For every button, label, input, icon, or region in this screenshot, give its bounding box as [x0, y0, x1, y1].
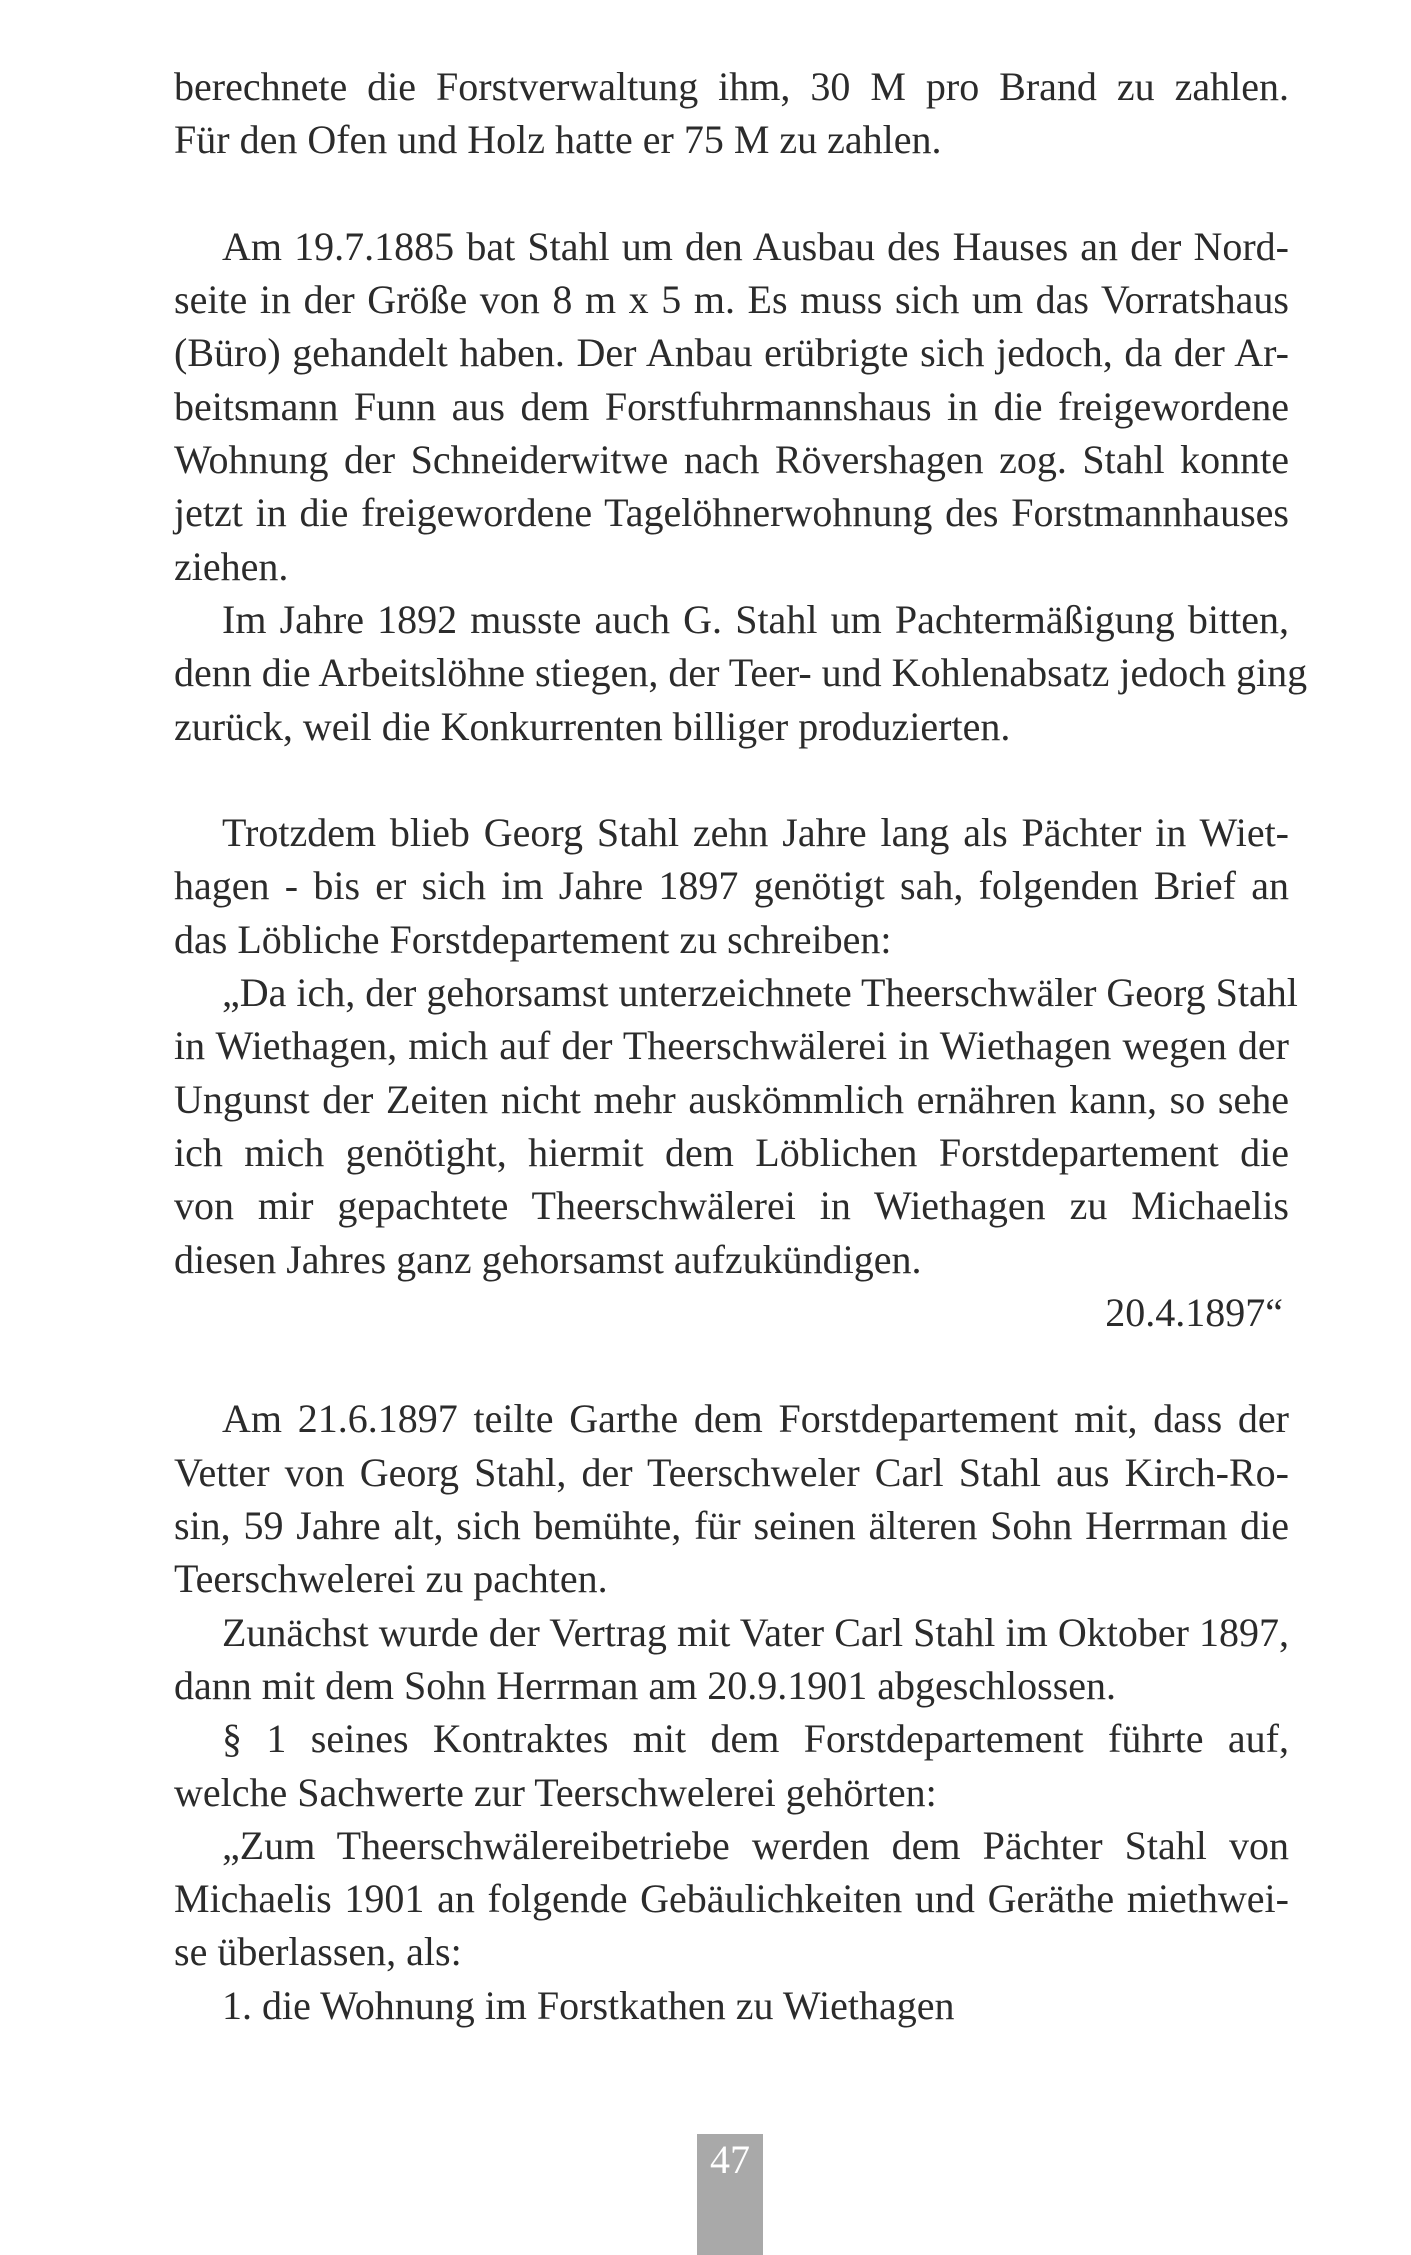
text-line: hagen - bis er sich im Jahre 1897 genötigt sah, folgenden Brief an — [174, 863, 1289, 909]
text-line: Trotzdem blieb Georg Stahl zehn Jahre lang als Pächter in Wiet- — [222, 810, 1289, 856]
text-line: Teerschwelerei zu pachten. — [174, 1556, 608, 1602]
list-item — [174, 1979, 1289, 2032]
text-line: diesen Jahres ganz gehorsamst aufzukündigen. — [174, 1236, 922, 1282]
paragraph — [174, 60, 1289, 167]
text-line: § 1 seines Kontraktes mit dem Forstdepartement führte auf, — [222, 1716, 1289, 1762]
text-line: Wohnung der Schneiderwitwe nach Rövershagen zog. Stahl konnte — [174, 437, 1289, 483]
text-line: denn die Arbeitslöhne stiegen, der Teer- und Kohlenabsatz jedoch ging — [174, 650, 1308, 696]
page-number: 47 — [697, 2134, 763, 2255]
text-line: 1. die Wohnung im Forstkathen zu Wiethagen — [222, 1982, 955, 2028]
text-line: das Löbliche Forstdepartement zu schreiben: — [174, 916, 892, 962]
text-line: „Zum Theerschwälereibetriebe werden dem Pächter Stahl von — [222, 1822, 1289, 1868]
text-line: sin, 59 Jahre alt, sich bemühte, für seinen älteren Sohn Herrman die — [174, 1503, 1289, 1549]
text-line: se überlassen, als: — [174, 1929, 462, 1975]
text-line: Vetter von Georg Stahl, der Teerschweler Carl Stahl aus Kirch-Ro- — [174, 1449, 1289, 1495]
paragraph-gap — [174, 1339, 1289, 1392]
text-line: Am 19.7.1885 bat Stahl um den Ausbau des Hauses an der Nord- — [222, 223, 1289, 269]
quoted-letter — [174, 966, 1298, 1339]
paragraph — [174, 593, 1308, 753]
text-line: ziehen. — [174, 543, 289, 589]
text-line: jetzt in die freigewordene Tagelöhnerwohnung des Forstmannhauses — [174, 490, 1289, 536]
text-line: Michaelis 1901 an folgende Gebäulichkeiten und Geräthe miethwei- — [174, 1876, 1289, 1922]
text-line: Zunächst wurde der Vertrag mit Vater Carl Stahl im Oktober 1897, — [222, 1609, 1289, 1655]
text-line: Im Jahre 1892 musste auch G. Stahl um Pachtermäßigung bitten, — [222, 596, 1289, 642]
paragraph — [174, 1819, 1289, 1979]
text-line: beitsmann Funn aus dem Forstfuhrmannshaus in die freigewordene — [174, 383, 1289, 429]
paragraph-gap — [174, 753, 1289, 806]
text-line: in Wiethagen, mich auf der Theerschwälerei in Wiethagen wegen der — [174, 1023, 1289, 1069]
page-body — [174, 60, 1308, 2032]
paragraph-gap — [174, 167, 1289, 220]
text-line: (Büro) gehandelt haben. Der Anbau erübrigte sich jedoch, da der Ar- — [174, 330, 1289, 376]
paragraph — [174, 1606, 1289, 1713]
paragraph — [174, 1392, 1289, 1605]
paragraph — [174, 220, 1289, 593]
paragraph — [174, 1712, 1289, 1819]
text-line: Für den Ofen und Holz hatte er 75 M zu zahlen. — [174, 117, 942, 163]
text-line: dann mit dem Sohn Herrman am 20.9.1901 abgeschlossen. — [174, 1662, 1117, 1708]
text-line: ich mich genötight, hiermit dem Löblichen Forstdepartement die — [174, 1129, 1289, 1175]
text-line: Ungunst der Zeiten nicht mehr auskömmlich ernähren kann, so sehe — [174, 1076, 1289, 1122]
text-line: berechnete die Forstverwaltung ihm, 30 M pro Brand zu zahlen. — [174, 64, 1289, 109]
letter-date: 20.4.1897“ — [1105, 1289, 1283, 1335]
text-line: zurück, weil die Konkurrenten billiger produzierten. — [174, 703, 1011, 749]
text-line: seite in der Größe von 8 m x 5 m. Es muss sich um das Vorratshaus — [174, 277, 1289, 323]
text-line: „Da ich, der gehorsamst unterzeichnete Theerschwäler Georg Stahl — [222, 970, 1298, 1016]
text-line: von mir gepachtete Theerschwälerei in Wiethagen zu Michaelis — [174, 1183, 1289, 1229]
text-line: welche Sachwerte zur Teerschwelerei gehörten: — [174, 1769, 937, 1815]
paragraph — [174, 806, 1289, 966]
text-line: Am 21.6.1897 teilte Garthe dem Forstdepartement mit, dass der — [222, 1396, 1289, 1442]
